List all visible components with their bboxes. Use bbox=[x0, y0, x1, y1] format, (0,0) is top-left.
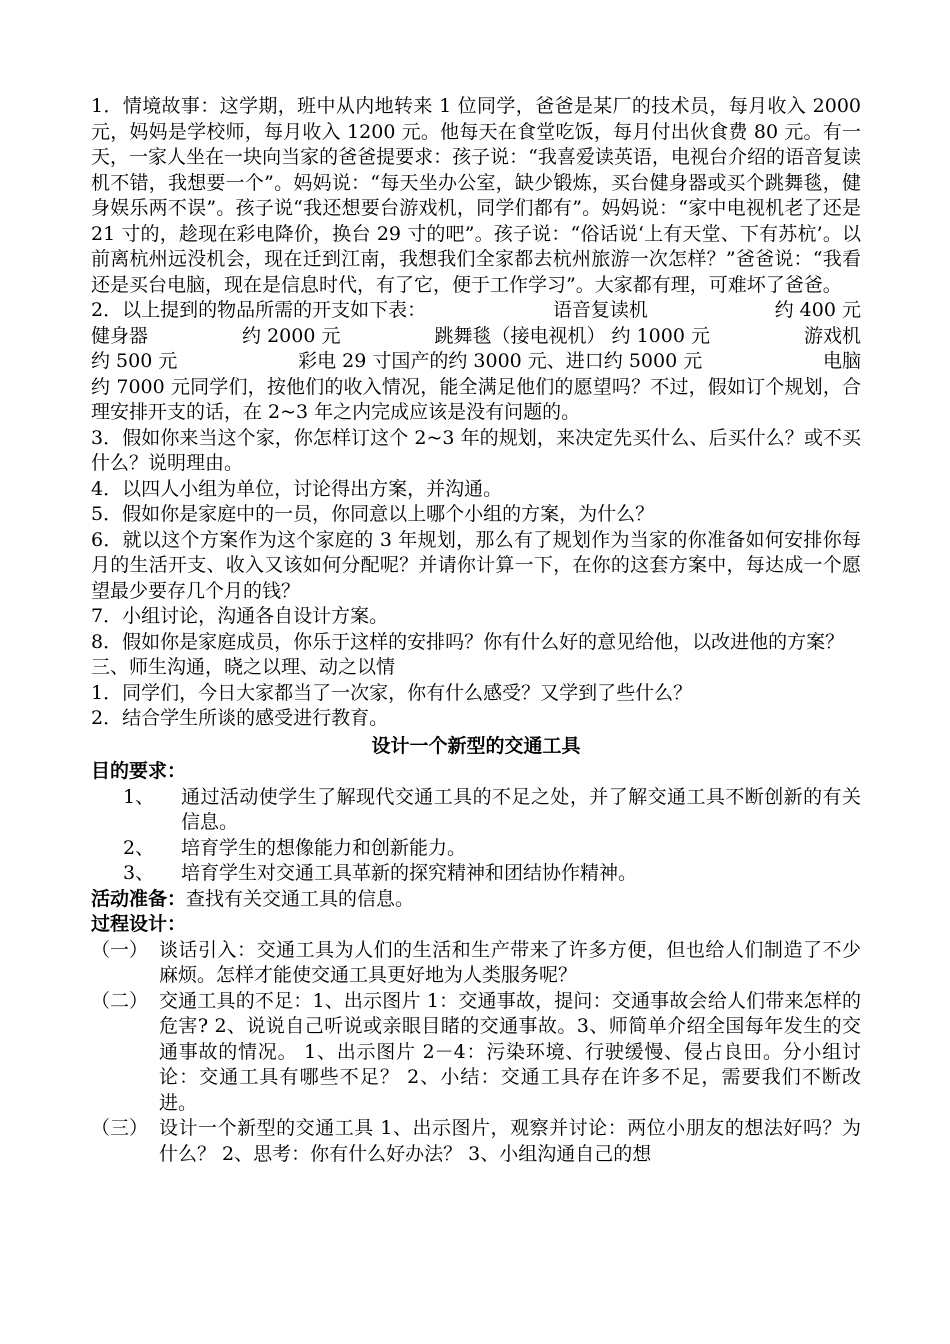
story-paragraph-1: 1．情境故事：这学期，班中从内地转来 1 位同学，爸爸是某厂的技术员，每月收入 2000 元，妈妈是学校师，每月收入 1200 元。他每天在食堂吃饭，每月付出伙食费 80 元。有一天，一家人坐在一块向当家的爸爸提要求：孩子说：“我喜爱读英语，电视台介绍的语音复读机不错，我想要一个”。妈妈说：“每天坐办公室，缺少锻炼，买台健身器或买个跳舞毯，健身娱乐两不误”。孩子说“我还想要台游戏机，同学们都有”。妈妈说：“家中电视机老了还是 21 寸的，趁现在彩电降价，换台 29 寸的吧”。孩子说：“俗话说‘上有天堂、下有苏杭’。以前离杭州远没机会，现在迁到江南，我想我们全家都去杭州旅游一次怎样？”爸爸说：“我看还是买台电脑，现在是信息时代，有了它，便于工作学习”。大家都有理，可难坏了爸爸。 bbox=[91, 95, 861, 296]
goal-item bbox=[123, 785, 861, 836]
goal-item bbox=[123, 861, 861, 887]
story-paragraph-8: 8．假如你是家庭成员，你乐于这样的安排吗？你有什么好的意见给他，以改进他的方案？ bbox=[91, 630, 845, 653]
step-text: 交通工具的不足：1、出示图片 1：交通事故，提问：交通事故会给人们带来怎样的危害? 2、说说自己听说或亲眼目睹的交通事故。3、师简单介绍全国每年发生的交通事故的情况。 1、出示图片 2－4：污染环境、行驶缓慢、侵占良田。分小组讨论：交通工具有哪些不足？ 2、小结：交通工具存在许多不足，需要我们不断改进。 bbox=[159, 989, 861, 1114]
expense-item: 彩电 29 寸国产的约 3000 元、进口约 5000 元 bbox=[298, 350, 703, 372]
expense-price: 约 400 元 bbox=[774, 299, 861, 321]
step-text: 谈话引入：交通工具为人们的生活和生产带来了许多方便，但也给人们制造了不少麻烦。怎样才能使交通工具更好地为人类服务呢？ bbox=[159, 938, 861, 986]
goal-number: 1、 bbox=[123, 785, 155, 808]
process-step bbox=[91, 989, 861, 1117]
expense-item: 电脑 bbox=[822, 350, 861, 372]
expense-row-3 bbox=[91, 349, 861, 375]
story-paragraph-3: 3．假如你来当这个家，你怎样订这个 2~3 年的规划，来决定先买什么、后买什么？或不买什么？说明理由。 bbox=[91, 426, 861, 474]
goal-text: 培育学生对交通工具革新的探究精神和团结协作精神。 bbox=[181, 862, 638, 884]
process-step bbox=[91, 1116, 861, 1167]
expense-item: 健身器 bbox=[91, 324, 149, 347]
step-number: （三） bbox=[91, 1117, 149, 1139]
document-page bbox=[91, 94, 861, 1167]
story-paragraph-4: 4．以四人小组为单位，讨论得出方案，并沟通。 bbox=[91, 477, 503, 500]
expense-conclusion: 约 7000 元同学们，按他们的收入情况，能全满足他们的愿望吗？不过，假如订个规划，合理安排开支的话，在 2~3 年之内完成应该是没有问题的。 bbox=[91, 375, 861, 423]
expense-item: 语音复读机 bbox=[552, 299, 648, 321]
section-item-1: 1．同学们，今日大家都当了一次家，你有什么感受？又学到了些什么？ bbox=[91, 681, 693, 704]
expense-intro: 2．以上提到的物品所需的开支如下表： bbox=[91, 299, 427, 321]
expense-row-2 bbox=[91, 324, 861, 350]
goals-label: 目的要求： bbox=[91, 760, 187, 782]
expense-list bbox=[91, 298, 861, 426]
goal-number: 2、 bbox=[123, 836, 155, 859]
expense-item: 游戏机 bbox=[803, 324, 861, 347]
prep-line bbox=[91, 887, 861, 913]
expense-price: 约 500 元 bbox=[91, 350, 178, 372]
story-paragraph-6: 6．就以这个方案作为这个家庭的 3 年规划，那么有了规划作为当家的你准备如何安排你每月的生活开支、收入又该如何分配呢？并请你计算一下，在你的这套方案中，每达成一个愿望最少要存几个月的钱？ bbox=[91, 528, 861, 602]
step-number: （二） bbox=[91, 989, 149, 1012]
section-heading: 三、师生沟通，晓之以理、动之以情 bbox=[91, 656, 396, 678]
expense-price: 约 2000 元 bbox=[242, 324, 341, 347]
step-text: 设计一个新型的交通工具 1、出示图片，观察并讨论：两位小朋友的想法好吗？为什么？ 2、思考：你有什么好办法？ 3、小组沟通自己的想 bbox=[159, 1117, 861, 1165]
expense-item: 跳舞毯（接电视机） 约 1000 元 bbox=[434, 324, 710, 347]
story-paragraph-7: 7．小组讨论，沟通各自设计方案。 bbox=[91, 605, 389, 627]
lesson-title: 设计一个新型的交通工具 bbox=[371, 734, 581, 757]
story-paragraph-5: 5．假如你是家庭中的一员，你同意以上哪个小组的方案，为什么？ bbox=[91, 503, 655, 525]
process-step bbox=[91, 938, 861, 989]
prep-label: 活动准备： bbox=[91, 887, 187, 910]
goal-number: 3、 bbox=[123, 862, 155, 884]
section-item-2: 2．结合学生所谈的感受进行教育。 bbox=[91, 707, 389, 729]
prep-text: 查找有关交通工具的信息。 bbox=[186, 887, 415, 910]
goal-text: 通过活动使学生了解现代交通工具的不足之处，并了解交通工具不断创新的有关信息。 bbox=[181, 785, 861, 833]
step-number: （一） bbox=[91, 938, 149, 961]
process-label: 过程设计： bbox=[91, 913, 187, 935]
goal-text: 培育学生的想像能力和创新能力。 bbox=[181, 836, 467, 859]
goal-item bbox=[123, 836, 861, 862]
expense-row-1 bbox=[91, 298, 861, 324]
